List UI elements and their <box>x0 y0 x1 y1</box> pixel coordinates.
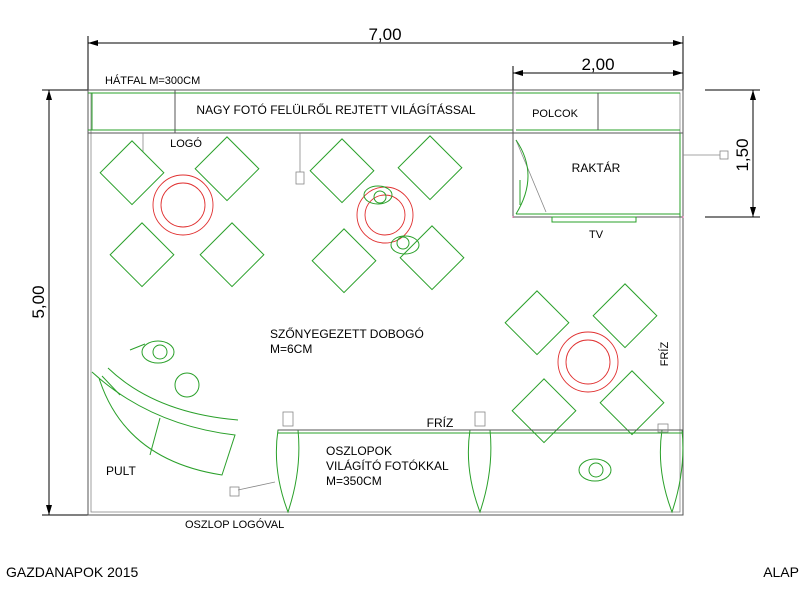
dimension-storage-depth-label: 1,50 <box>733 138 752 172</box>
back-wall-label: HÁTFAL M=300CM <box>105 75 201 87</box>
dimension-total-depth-label: 5,00 <box>29 285 48 319</box>
carpet-platform-height: M=6CM <box>270 342 313 356</box>
frieze-bottom-label: FRÍZ <box>426 416 454 430</box>
carpet-platform-label: SZŐNYEGEZETT DOBOGÓ <box>270 327 424 341</box>
counter <box>92 341 238 475</box>
big-photo-label: NAGY FOTÓ FELÜLRŐL REJTETT VILÁGÍTÁSSAL <box>196 103 476 117</box>
shelves-label: POLCOK <box>532 108 578 120</box>
storage-label: RAKTÁR <box>571 161 621 175</box>
columns-label: OSZLOPOK <box>326 444 393 458</box>
columns-lighting-label: VILÁGÍTÓ FOTÓKKAL <box>326 459 449 473</box>
dimension-total-depth <box>42 90 88 515</box>
table-set-left <box>100 137 264 287</box>
dimension-total-width-label: 7,00 <box>368 25 402 44</box>
table-set-center <box>310 136 464 293</box>
table-set-right <box>505 284 664 443</box>
sheet-title: ALAP <box>763 564 799 580</box>
tv <box>552 217 636 222</box>
logo-label: LOGÓ <box>170 138 202 150</box>
counter-label: PULT <box>106 464 136 478</box>
tv-label: TV <box>588 229 604 241</box>
storage-room <box>513 133 683 217</box>
outlet-right <box>683 151 728 159</box>
dimension-storage-width-label: 2,00 <box>581 55 615 74</box>
column-logo-label: OSZLOP LOGÓVAL <box>185 519 285 531</box>
event-title: GAZDANAPOK 2015 <box>6 564 139 580</box>
columns-height-label: M=350CM <box>326 474 382 488</box>
outlet-bottom <box>230 482 275 496</box>
frieze-right-label: FRÍZ <box>659 341 671 367</box>
